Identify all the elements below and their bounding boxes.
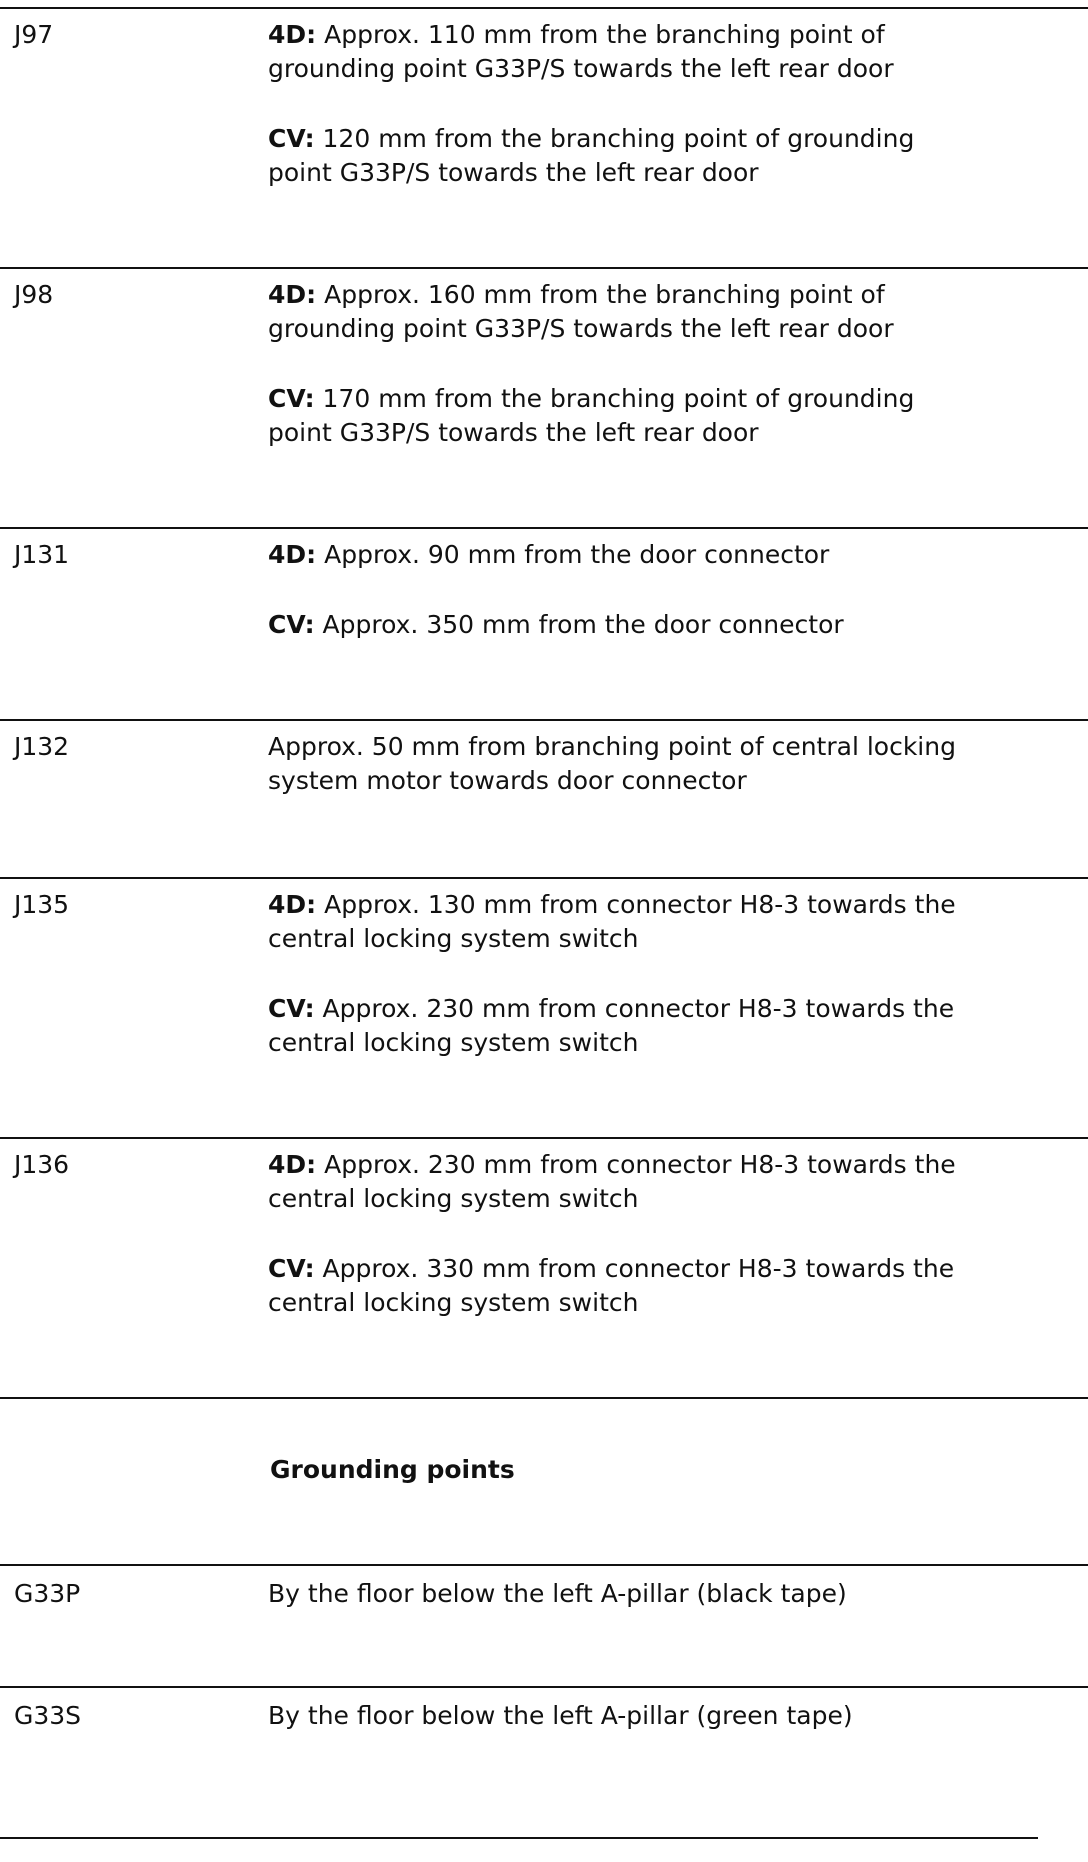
- row-divider: [0, 267, 1088, 269]
- location-line: 4D: Approx. 90 mm from the door connector: [268, 540, 830, 569]
- location-paragraph: [268, 608, 1068, 642]
- location-paragraph: [268, 1252, 1068, 1320]
- grounding-location: By the floor below the left A-pillar (black tape): [268, 1579, 847, 1608]
- variant-label: 4D:: [268, 20, 317, 49]
- location-line: CV: Approx. 350 mm from the door connector: [268, 610, 844, 639]
- location-paragraph: [268, 278, 1068, 346]
- variant-label: CV:: [268, 610, 315, 639]
- section-heading: Grounding points: [270, 1455, 515, 1484]
- location-line: CV: 170 mm from the branching point of grounding: [268, 384, 915, 413]
- variant-label: CV:: [268, 1254, 315, 1283]
- connector-code: J135: [14, 890, 70, 919]
- grounding-location: By the floor below the left A-pillar (green tape): [268, 1701, 853, 1730]
- location-line: grounding point G33P/S towards the left rear door: [268, 314, 894, 343]
- row-divider: [0, 7, 1088, 9]
- row-divider: [0, 1137, 1088, 1139]
- connector-location: [268, 538, 1068, 642]
- connector-code: J97: [14, 20, 54, 49]
- location-paragraph: [268, 122, 1068, 190]
- grounding-code: G33P: [14, 1579, 81, 1608]
- location-line: central locking system switch: [268, 1288, 639, 1317]
- row-divider: [0, 527, 1088, 529]
- connector-code: J131: [14, 540, 70, 569]
- variant-label: CV:: [268, 124, 315, 153]
- row-divider: [0, 1564, 1088, 1566]
- variant-label: CV:: [268, 384, 315, 413]
- connector-code: J136: [14, 1150, 70, 1179]
- location-paragraph: [268, 888, 1068, 956]
- connector-location: [268, 730, 1068, 798]
- location-line: Approx. 50 mm from branching point of central locking: [268, 732, 956, 761]
- location-line: central locking system switch: [268, 924, 639, 953]
- location-line: 4D: Approx. 230 mm from connector H8-3 towards the: [268, 1150, 956, 1179]
- location-paragraph: [268, 18, 1068, 86]
- location-paragraph: [268, 730, 1068, 798]
- connector-location: [268, 278, 1068, 450]
- connector-code: J132: [14, 732, 70, 761]
- location-line: CV: Approx. 330 mm from connector H8-3 towards the: [268, 1254, 955, 1283]
- row-divider: [0, 1397, 1088, 1399]
- variant-label: 4D:: [268, 280, 317, 309]
- location-line: 4D: Approx. 110 mm from the branching point of: [268, 20, 885, 49]
- location-line: point G33P/S towards the left rear door: [268, 158, 759, 187]
- variant-label: CV:: [268, 994, 315, 1023]
- row-divider: [0, 1837, 1038, 1839]
- variant-label: 4D:: [268, 1150, 317, 1179]
- location-line: 4D: Approx. 160 mm from the branching point of: [268, 280, 885, 309]
- location-line: CV: Approx. 230 mm from connector H8-3 towards the: [268, 994, 955, 1023]
- row-divider: [0, 877, 1088, 879]
- location-paragraph: [268, 1148, 1068, 1216]
- grounding-code: G33S: [14, 1701, 82, 1730]
- location-paragraph: [268, 538, 1068, 572]
- connector-location: [268, 888, 1068, 1060]
- location-paragraph: [268, 382, 1068, 450]
- variant-label: 4D:: [268, 890, 317, 919]
- location-line: CV: 120 mm from the branching point of grounding: [268, 124, 915, 153]
- location-line: central locking system switch: [268, 1184, 639, 1213]
- location-line: system motor towards door connector: [268, 766, 747, 795]
- location-line: 4D: Approx. 130 mm from connector H8-3 towards the: [268, 890, 956, 919]
- row-divider: [0, 719, 1088, 721]
- connector-location: [268, 1148, 1068, 1320]
- row-divider: [0, 1686, 1088, 1688]
- variant-label: 4D:: [268, 540, 317, 569]
- location-line: grounding point G33P/S towards the left rear door: [268, 54, 894, 83]
- connector-code: J98: [14, 280, 54, 309]
- location-line: central locking system switch: [268, 1028, 639, 1057]
- location-paragraph: [268, 992, 1068, 1060]
- location-line: point G33P/S towards the left rear door: [268, 418, 759, 447]
- connector-location: [268, 18, 1068, 190]
